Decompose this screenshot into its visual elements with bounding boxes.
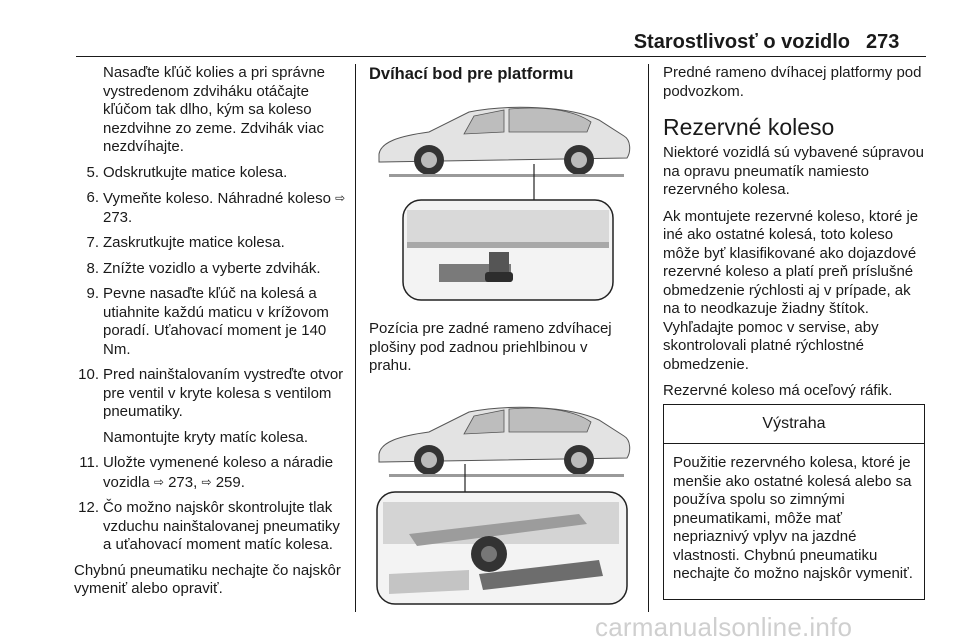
step-10-note: Namontujte kryty matíc kolesa. [103, 428, 309, 446]
page-reference-link[interactable]: 273, [168, 473, 202, 491]
column-3 [663, 64, 925, 409]
paragraph-1: Niektoré vozidlá sú vybavené súpravou na opravu pneumatík namiesto rezervného kolesa. [663, 144, 924, 198]
step-5: 5. Odskrutkujte matice kolesa. [86, 163, 288, 181]
front-arm-text: Predné rameno dvíhacej platformy pod podvozkom. [663, 64, 922, 100]
arrow-reference-icon: ⇨ [201, 474, 212, 489]
column-2 [369, 64, 634, 84]
step-10: 10. Pred nainštalovaním vystreďte otvor pre ventil v kryte kolesa s ventilom pneumatiky. [78, 366, 344, 420]
section-heading-spare-wheel: Rezervné koleso [663, 114, 835, 140]
paragraph-2: Ak montujete rezervné koleso, ktoré je iné ako ostatné kolesá, toto koleso môže byť klasifikované ako dojazdové rezervné koleso a platí preň príslušné obmedzenie rýchlosti aj v prípade, ak na to neodkazuje žiadny štítok. Vyhľadajte pomoc v servise, aby skontrolovali platné rýchlostné obmedzenie. [663, 207, 919, 373]
step-9: 9. Pevne nasaďte kľúč na kolesá a utiahnite každú maticu v krížovom poradí. Uťahovací moment je 140 Nm. [86, 285, 329, 358]
column-1 [74, 64, 346, 599]
page-reference-link[interactable]: 273. [103, 208, 133, 226]
car-side-illustration [369, 92, 634, 304]
illustration-rear-lift-point [369, 92, 634, 304]
intro-paragraph: Nasaďte kľúč kolies a pri správne vystredenom zdviháku otáčajte kľúčom tak dlho, kým sa koleso nezdvihne zo zeme. Zdvihák viac nezdvíhajte. [103, 64, 326, 155]
illustration-front-lift-point [369, 384, 634, 608]
header-rule [76, 56, 926, 57]
step-11: 11. Uložte vymenené koleso a náradie vozidla ⇨ 273, ⇨ 259. [79, 454, 334, 491]
paragraph-3: Rezervné koleso má oceľový ráfik. [663, 382, 893, 399]
caption-rear-arm: Pozícia pre zadné rameno zdvíhacej plošiny pod zadnou priehlbinou v prahu. [369, 320, 612, 374]
page-header-title: Starostlivosť o vozidlo [633, 31, 850, 53]
warning-box [663, 404, 925, 600]
column-divider-right [648, 64, 649, 612]
watermark: carmanualsonline.info [595, 612, 853, 642]
step-8: 8. Znížte vozidlo a vyberte zdvihák. [86, 259, 321, 277]
warning-text: Použitie rezervného kolesa, ktoré je menšie ako ostatné kolesá alebo sa používa spolu so zimnými pneumatikami, môže mať nepriaznivý vplyv na jazdné vlastnosti. Chybnú pneumatiku nechajte čo možno najskôr vymeniť. [673, 454, 913, 582]
closing-paragraph: Chybnú pneumatiku nechajte čo najskôr vymeniť alebo opraviť. [74, 561, 341, 597]
step-12: 12. Čo možno najskôr skontrolujte tlak vzduchu nainštalovanej pneumatiky a uťahovací moment matíc kolesa. [78, 499, 340, 553]
arrow-reference-icon: ⇨ [335, 191, 346, 205]
page-number: 273 [866, 31, 900, 53]
warning-title: Výstraha [664, 405, 924, 444]
column-divider-left [355, 64, 356, 612]
step-6: 6. Vymeňte koleso. Náhradné koleso ⇨ 273. [86, 189, 346, 226]
page-reference-link[interactable]: 259. [215, 473, 245, 491]
arrow-reference-icon: ⇨ [153, 474, 164, 489]
step-7: 7. Zaskrutkujte matice kolesa. [86, 234, 285, 251]
car-side-illustration [369, 384, 634, 608]
section-heading-lift-point: Dvíhací bod pre platformu [369, 65, 574, 83]
